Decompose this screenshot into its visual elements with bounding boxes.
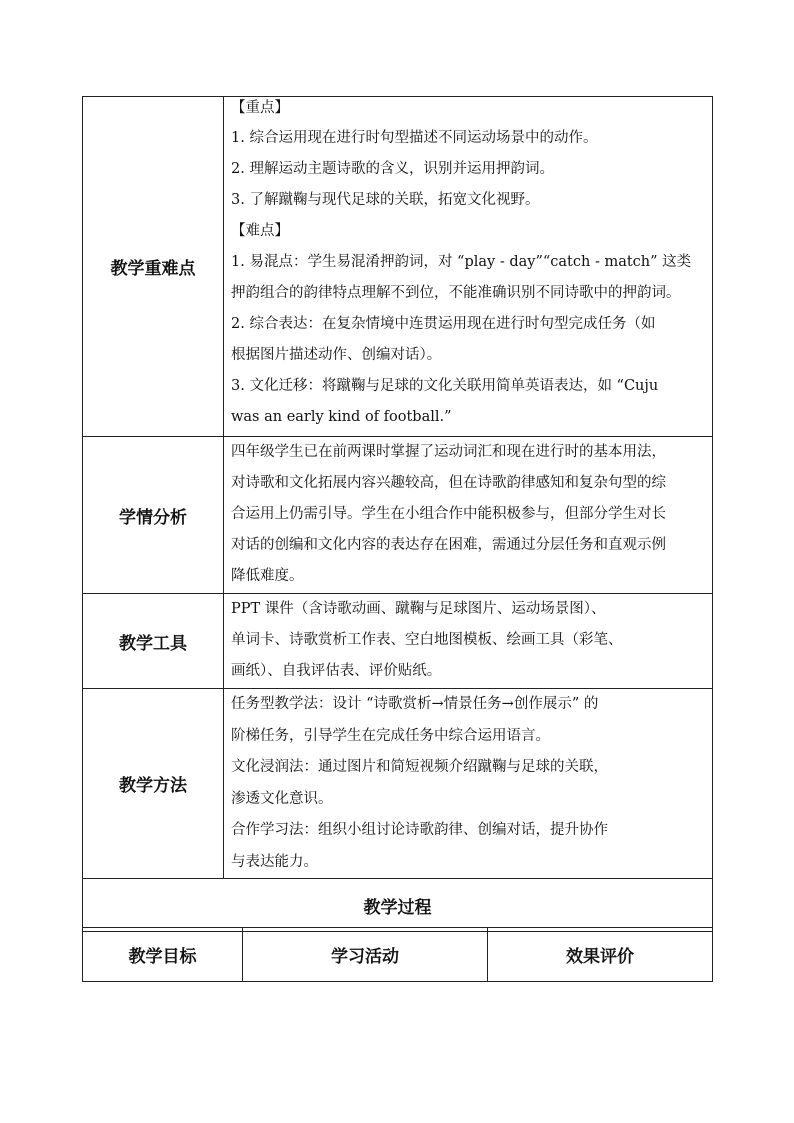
row-label: 教学重难点 xyxy=(83,97,224,437)
text-line: 合运用上仍需引导。学生在小组合作中能积极参与，但部分学生对长 xyxy=(231,506,666,522)
row-content xyxy=(224,594,713,689)
text-line: 1. 易混点：学生易混淆押韵词，对 “play - day”“catch - match” 这类 xyxy=(231,254,692,270)
column-header-activities: 学习活动 xyxy=(243,928,488,982)
text-line: 【难点】 xyxy=(231,223,289,239)
text-line: 2. 综合表达：在复杂情境中连贯运用现在进行时句型完成任务（如 xyxy=(231,316,656,332)
process-columns-row xyxy=(83,928,713,982)
row-content xyxy=(224,97,713,437)
column-header-evaluation: 效果评价 xyxy=(488,928,713,982)
text-line: 文化浸润法：通过图片和简短视频介绍蹴鞠与足球的关联， xyxy=(231,759,608,775)
text-line: 与表达能力。 xyxy=(231,853,318,870)
text-line: 对话的创编和文化内容的表达存在困难，需通过分层任务和直观示例 xyxy=(231,537,666,553)
text-line: was an early kind of football.” xyxy=(231,409,452,425)
row-content xyxy=(224,689,713,879)
text-line: 四年级学生已在前两课时掌握了运动词汇和现在进行时的基本用法， xyxy=(231,444,666,460)
row-label: 学情分析 xyxy=(83,437,224,594)
row-teaching-tools xyxy=(83,594,713,689)
lesson-plan-table xyxy=(82,96,713,932)
text-line: 根据图片描述动作、创编对话）。 xyxy=(231,347,442,363)
row-student-analysis xyxy=(83,437,713,594)
text-line: 3. 文化迁移：将蹴鞠与足球的文化关联用简单英语表达，如 “Cuju xyxy=(231,378,659,394)
text-line: 渗透文化意识。 xyxy=(231,790,333,807)
text-line: 画纸）、自我评估表、评价贴纸。 xyxy=(231,663,442,679)
process-columns-table xyxy=(82,927,713,982)
text-line: 3. 了解蹴鞠与现代足球的关联，拓宽文化视野。 xyxy=(231,192,540,208)
row-teaching-methods xyxy=(83,689,713,879)
row-label: 教学方法 xyxy=(83,689,224,879)
text-line: 合作学习法：组织小组讨论诗歌韵律、创编对话，提升协作 xyxy=(231,822,608,838)
process-heading: 教学过程 xyxy=(83,879,713,932)
process-heading-row xyxy=(83,879,713,932)
text-line: 对诗歌和文化拓展内容兴趣较高，但在诗歌韵律感知和复杂句型的综 xyxy=(231,475,666,491)
text-line: 押韵组合的韵律特点理解不到位，不能准确识别不同诗歌中的押韵词。 xyxy=(231,285,681,301)
row-label: 教学工具 xyxy=(83,594,224,689)
column-header-goals: 教学目标 xyxy=(83,928,243,982)
text-line: 2. 理解运动主题诗歌的含义，识别并运用押韵词。 xyxy=(231,161,554,177)
text-line: 任务型教学法：设计 “诗歌赏析→情景任务→创作展示” 的 xyxy=(231,696,599,712)
text-line: 单词卡、诗歌赏析工作表、空白地图模板、绘画工具（彩笔、 xyxy=(231,632,623,648)
text-line: 阶梯任务，引导学生在完成任务中综合运用语言。 xyxy=(231,727,550,744)
text-line: 降低难度。 xyxy=(231,568,304,584)
row-content xyxy=(224,437,713,594)
row-key-difficult-points xyxy=(83,97,713,437)
text-line: 【重点】 xyxy=(231,100,289,116)
text-line: PPT 课件（含诗歌动画、蹴鞠与足球图片、运动场景图）、 xyxy=(231,601,606,617)
text-line: 1. 综合运用现在进行时句型描述不同运动场景中的动作。 xyxy=(231,130,598,146)
